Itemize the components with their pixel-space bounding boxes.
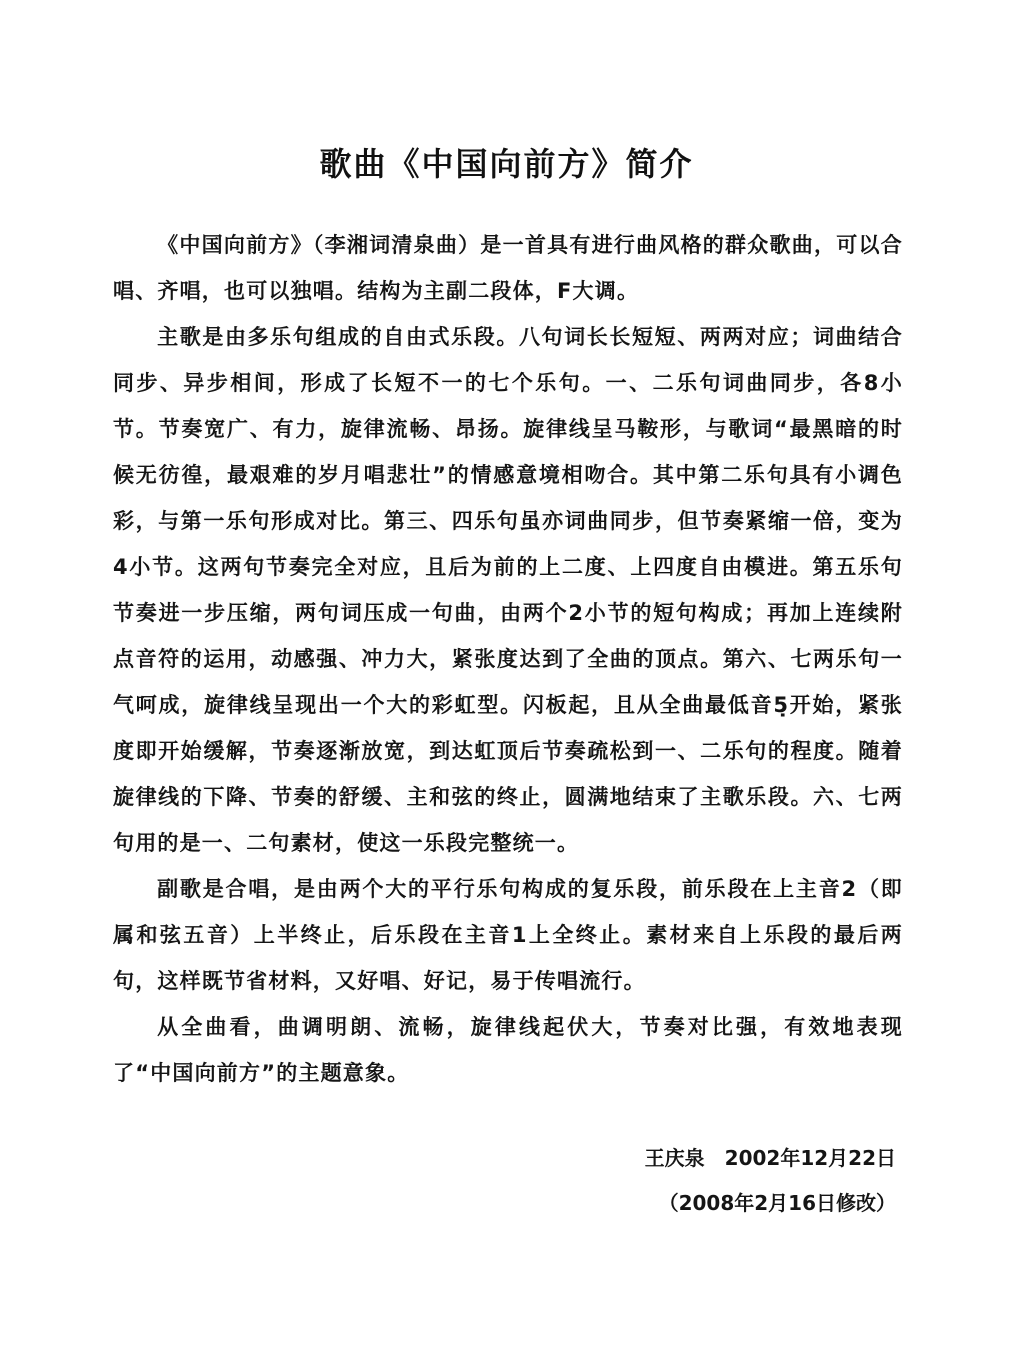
signature-revision-date: （2008年2月16日修改） [658,1191,896,1215]
paragraph-chorus-analysis: 副歌是合唱，是由两个大的平行乐句构成的复乐段，前乐段在上主音2（即属和弦五音）上半终止，后乐段在主音1上全终止。素材来自上乐段的最后两句，这样既节省材料，又好唱、好记，易于传唱流行。 [113,877,903,993]
paragraph-conclusion: 从全曲看，曲调明朗、流畅，旋律线起伏大，节奏对比强，有效地表现了“中国向前方”的主题意象。 [113,1015,903,1085]
paragraph-intro: 《中国向前方》（李湘词清泉曲）是一首具有进行曲风格的群众歌曲，可以合唱、齐唱，也可以独唱。结构为主副二段体，F大调。 [113,233,903,303]
document-body [113,222,903,1096]
document-title: 歌曲《中国向前方》简介 [319,145,694,184]
signature-author-date: 王庆泉 2002年12月22日 [644,1146,896,1170]
paragraph-verse-analysis: 主歌是由多乐句组成的自由式乐段。八句词长长短短、两两对应；词曲结合同步、异步相间，形成了长短不一的七个乐句。一、二乐句词曲同步，各8小节。节奏宽广、有力，旋律流畅、昂扬。旋律线呈马鞍形，与歌词“最黑暗的时候无彷徨，最艰难的岁月唱悲壮”的情感意境相吻合。其中第二乐句具有小调色彩，与第一乐句形成对比。第三、四乐句虽亦词曲同步，但节奏紧缩一倍，变为4小节。这两句节奏完全对应，且后为前的上二度、上四度自由模进。第五乐句节奏进一步压缩，两句词压成一句曲，由两个2小节的短句构成；再加上连续附点音符的运用，动感强、冲力大，紧张度达到了全曲的顶点。第六、七两乐句一气呵成，旋律线呈现出一个大的彩虹型。闪板起，且从全曲最低音5̣开始，紧张度即开始缓解，节奏逐渐放宽，到达虹顶后节奏疏松到一、二乐句的程度。随着旋律线的下降、节奏的舒缓、主和弦的终止，圆满地结束了主歌乐段。六、七两句用的是一、二句素材，使这一乐段完整统一。 [113,325,903,855]
